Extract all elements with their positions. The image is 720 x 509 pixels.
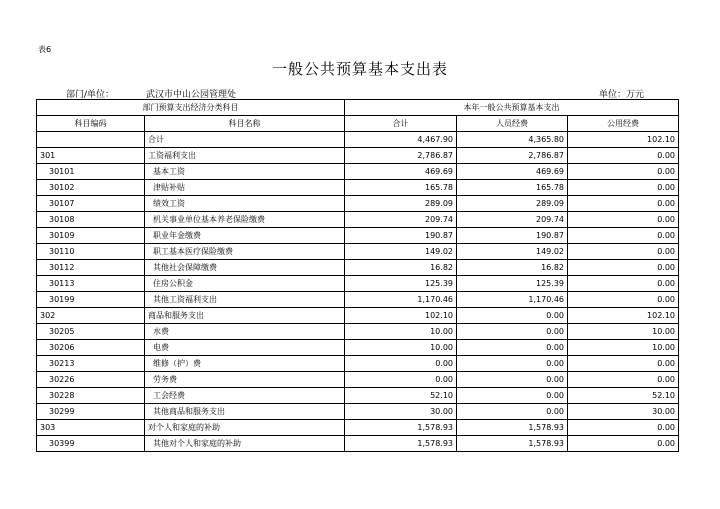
table-row (37, 292, 679, 308)
table-row (37, 164, 679, 180)
row-public: 30.00 (568, 404, 679, 420)
table-row (37, 132, 679, 148)
row-total: 1,578.93 (345, 420, 457, 436)
row-personnel: 0.00 (457, 308, 568, 324)
row-personnel: 149.02 (457, 244, 568, 260)
row-public: 0.00 (568, 420, 679, 436)
row-public: 0.00 (568, 260, 679, 276)
row-personnel: 16.82 (457, 260, 568, 276)
row-total: 102.10 (345, 308, 457, 324)
row-code: 30108 (37, 212, 145, 228)
row-name: 劳务费 (145, 372, 345, 388)
table-row (37, 148, 679, 164)
row-personnel: 0.00 (457, 356, 568, 372)
row-personnel: 0.00 (457, 324, 568, 340)
table-row (37, 356, 679, 372)
row-code: 30199 (37, 292, 145, 308)
table-row (37, 308, 679, 324)
header-name: 科目名称 (145, 116, 345, 132)
dept-label: 部门/单位： (66, 90, 115, 100)
row-name: 维修（护）费 (145, 356, 345, 372)
table-row (37, 260, 679, 276)
table-row (37, 388, 679, 404)
table-row (37, 180, 679, 196)
row-name: 职业年金缴费 (145, 228, 345, 244)
row-total: 190.87 (345, 228, 457, 244)
row-personnel: 1,170.46 (457, 292, 568, 308)
row-personnel: 0.00 (457, 404, 568, 420)
row-public: 0.00 (568, 164, 679, 180)
row-code: 301 (37, 148, 145, 164)
row-total: 16.82 (345, 260, 457, 276)
row-code: 30109 (37, 228, 145, 244)
row-personnel: 190.87 (457, 228, 568, 244)
row-code: 30107 (37, 196, 145, 212)
row-personnel: 4,365.80 (457, 132, 568, 148)
budget-table (36, 99, 679, 452)
row-total: 1,578.93 (345, 436, 457, 452)
table-row (37, 228, 679, 244)
row-name: 水费 (145, 324, 345, 340)
row-total: 149.02 (345, 244, 457, 260)
row-name: 职工基本医疗保险缴费 (145, 244, 345, 260)
row-name: 合计 (145, 132, 345, 148)
header-total: 合计 (345, 116, 457, 132)
row-total: 165.78 (345, 180, 457, 196)
row-total: 30.00 (345, 404, 457, 420)
table-row (37, 276, 679, 292)
header-column-row (37, 116, 679, 132)
row-public: 0.00 (568, 180, 679, 196)
table-row (37, 420, 679, 436)
row-personnel: 1,578.93 (457, 436, 568, 452)
dept-name: 武汉市中山公园管理处 (146, 90, 237, 100)
row-name: 住房公积金 (145, 276, 345, 292)
row-personnel: 125.39 (457, 276, 568, 292)
header-public: 公用经费 (568, 116, 679, 132)
row-personnel: 0.00 (457, 372, 568, 388)
row-total: 4,467.90 (345, 132, 457, 148)
table-row (37, 340, 679, 356)
row-code: 30110 (37, 244, 145, 260)
row-total: 289.09 (345, 196, 457, 212)
row-name: 其他对个人和家庭的补助 (145, 436, 345, 452)
row-name: 电费 (145, 340, 345, 356)
header-personnel: 人员经费 (457, 116, 568, 132)
unit-label: 单位：万元 (598, 90, 644, 100)
row-public: 0.00 (568, 292, 679, 308)
row-code: 30101 (37, 164, 145, 180)
row-code: 303 (37, 420, 145, 436)
table-row (37, 212, 679, 228)
row-name: 其他工资福利支出 (145, 292, 345, 308)
table-number: 表6 (38, 45, 52, 54)
row-code: 30299 (37, 404, 145, 420)
row-public: 0.00 (568, 356, 679, 372)
row-code: 30205 (37, 324, 145, 340)
table-row (37, 196, 679, 212)
row-total: 469.69 (345, 164, 457, 180)
row-total: 125.39 (345, 276, 457, 292)
row-public: 52.10 (568, 388, 679, 404)
row-name: 绩效工资 (145, 196, 345, 212)
table-row (37, 436, 679, 452)
row-total: 10.00 (345, 340, 457, 356)
header-code: 科目编码 (37, 116, 145, 132)
row-public: 0.00 (568, 436, 679, 452)
row-total: 209.74 (345, 212, 457, 228)
row-name: 津贴补贴 (145, 180, 345, 196)
row-personnel: 209.74 (457, 212, 568, 228)
row-name: 基本工资 (145, 164, 345, 180)
row-public: 0.00 (568, 372, 679, 388)
table-row (37, 324, 679, 340)
table-row (37, 372, 679, 388)
header-group-row (37, 100, 679, 116)
row-personnel: 0.00 (457, 340, 568, 356)
header-economic-category: 部门预算支出经济分类科目 (37, 100, 345, 116)
row-code: 30226 (37, 372, 145, 388)
row-code: 30113 (37, 276, 145, 292)
row-name: 对个人和家庭的补助 (145, 420, 345, 436)
page-title: 一般公共预算基本支出表 (271, 60, 448, 78)
row-name: 工资福利支出 (145, 148, 345, 164)
row-total: 2,786.87 (345, 148, 457, 164)
header-annual-budget: 本年一般公共预算基本支出 (345, 100, 679, 116)
row-code: 302 (37, 308, 145, 324)
row-name: 机关事业单位基本养老保险缴费 (145, 212, 345, 228)
row-public: 102.10 (568, 132, 679, 148)
row-name: 商品和服务支出 (145, 308, 345, 324)
row-public: 0.00 (568, 212, 679, 228)
row-personnel: 0.00 (457, 388, 568, 404)
row-personnel: 2,786.87 (457, 148, 568, 164)
row-code: 30228 (37, 388, 145, 404)
table-row (37, 404, 679, 420)
table-body (37, 132, 679, 452)
row-name: 工会经费 (145, 388, 345, 404)
row-name: 其他商品和服务支出 (145, 404, 345, 420)
table-row (37, 244, 679, 260)
row-personnel: 165.78 (457, 180, 568, 196)
row-public: 0.00 (568, 276, 679, 292)
row-public: 0.00 (568, 244, 679, 260)
row-personnel: 1,578.93 (457, 420, 568, 436)
row-total: 1,170.46 (345, 292, 457, 308)
row-public: 10.00 (568, 340, 679, 356)
row-total: 0.00 (345, 356, 457, 372)
row-code: 30102 (37, 180, 145, 196)
row-public: 10.00 (568, 324, 679, 340)
row-public: 0.00 (568, 148, 679, 164)
row-name: 其他社会保障缴费 (145, 260, 345, 276)
row-total: 52.10 (345, 388, 457, 404)
row-public: 0.00 (568, 196, 679, 212)
row-personnel: 469.69 (457, 164, 568, 180)
row-code: 30112 (37, 260, 145, 276)
row-total: 10.00 (345, 324, 457, 340)
row-code: 30206 (37, 340, 145, 356)
row-public: 0.00 (568, 228, 679, 244)
row-code: 30213 (37, 356, 145, 372)
row-public: 102.10 (568, 308, 679, 324)
row-personnel: 289.09 (457, 196, 568, 212)
row-code: 30399 (37, 436, 145, 452)
row-total: 0.00 (345, 372, 457, 388)
row-code (37, 132, 145, 148)
